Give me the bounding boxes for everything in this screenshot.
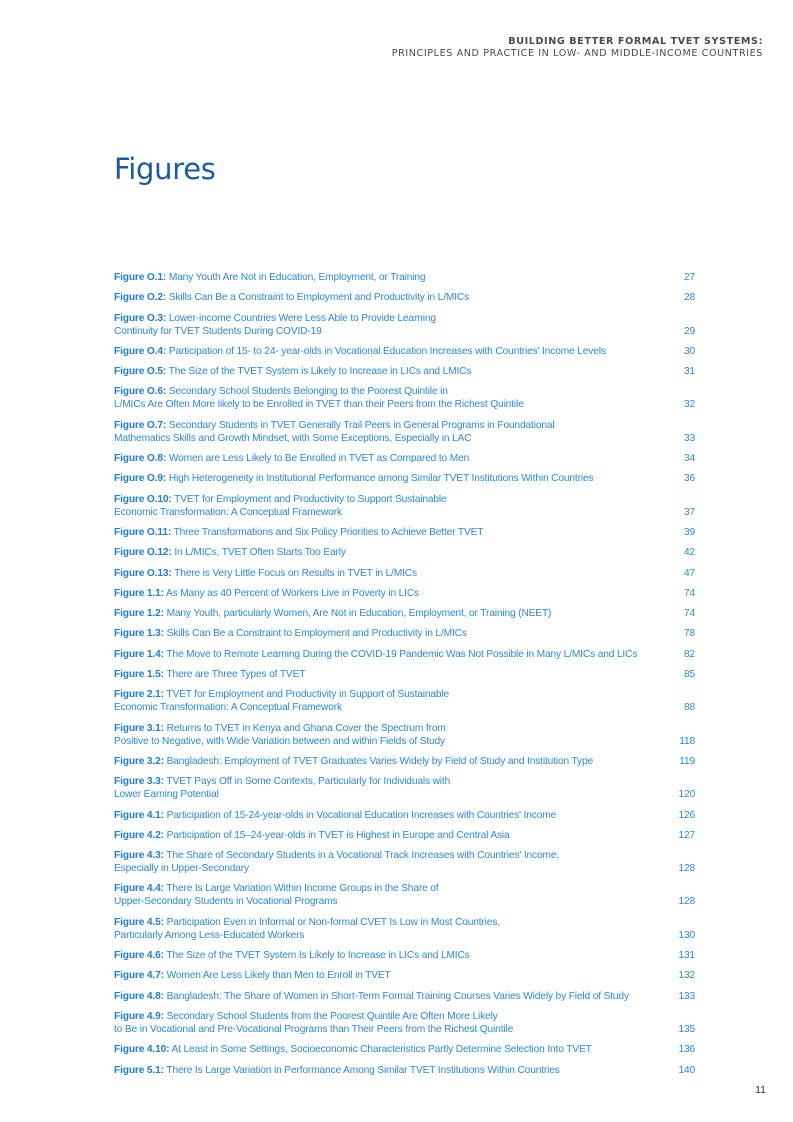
- figure-page-number: 31: [683, 366, 695, 378]
- figure-entry[interactable]: [114, 472, 695, 485]
- figure-entry-text: [114, 1010, 513, 1036]
- figure-title: Participation of 15- to 24- year-olds in Vocational Education Increases with Countries' Income Levels: [168, 345, 606, 357]
- figure-entry-text: [114, 949, 470, 962]
- page-title: Figures: [114, 152, 216, 186]
- figure-entry-text: [114, 452, 469, 465]
- figure-title: TVET for Employment and Productivity in Support of Sustainable Economic Transformation: A Conceptual Framework: [114, 689, 450, 714]
- figure-entry[interactable]: [114, 385, 695, 411]
- figure-entry[interactable]: [114, 312, 695, 338]
- figure-entry-text: [114, 688, 449, 714]
- figures-list: [114, 271, 695, 1084]
- figure-entry-text: [114, 385, 524, 411]
- figure-page-number: 140: [678, 1064, 695, 1076]
- figure-entry-text: [114, 1043, 592, 1056]
- figure-label: Figure 4.6:: [114, 950, 164, 962]
- figure-title: Secondary School Students Belonging to the Poorest Quintile in L/MICs Are Often More likely to be Enrolled in TVET than their Peers from the Richest Quintile: [114, 386, 524, 411]
- figure-label: Figure O.1:: [114, 272, 167, 283]
- running-header-title: BUILDING BETTER FORMAL TVET SYSTEMS:: [508, 36, 763, 47]
- figure-entry[interactable]: [114, 567, 695, 580]
- figure-entry[interactable]: [114, 849, 695, 875]
- figure-title: The Share of Secondary Students in a Vocational Track Increases with Countries' Income, Especially in Upper-Secondary: [114, 850, 560, 875]
- figure-title: Many Youth Are Not in Education, Employment, or Training: [168, 272, 426, 283]
- figure-title: Participation of 15–24-year-olds in TVET is Highest in Europe and Central Asia: [166, 829, 510, 841]
- figure-entry[interactable]: [114, 668, 695, 681]
- figure-entry-text: [114, 587, 419, 600]
- figure-label: Figure 1.4:: [114, 648, 164, 660]
- figure-title: Participation of 15-24-year-olds in Vocational Education Increases with Countries' Income: [166, 809, 557, 821]
- figure-label: Figure 3.2:: [114, 755, 164, 767]
- figure-entry-text: [114, 312, 436, 338]
- figure-entry[interactable]: [114, 607, 695, 620]
- figure-page-number: 128: [678, 896, 695, 908]
- figure-label: Figure O.10:: [114, 493, 172, 505]
- figure-title: Participation Even in Informal or Non-formal CVET Is Low in Most Countries, Particularly Among Less-Educated Workers: [114, 916, 500, 941]
- figure-entry-text: [114, 365, 471, 378]
- figure-entry[interactable]: [114, 419, 695, 445]
- figure-page-number: 34: [683, 453, 695, 465]
- figure-page-number: 32: [683, 399, 695, 411]
- figure-label: Figure O.3:: [114, 312, 167, 324]
- figure-title: Skills Can Be a Constraint to Employment and Productivity in L/MICs: [168, 292, 470, 304]
- figure-title: Secondary Students in TVET Generally Trail Peers in General Programs in Foundational Mathematics Skills and Growth Mindset, with Some Exceptions, Especially in LAC: [114, 419, 555, 444]
- figure-title: Returns to TVET in Kenya and Ghana Cover the Spectrum from Positive to Negative, with Wide Variation between and within Fields of Study: [114, 722, 446, 747]
- figure-entry[interactable]: [114, 829, 695, 842]
- figure-page-number: 136: [678, 1044, 695, 1056]
- figure-title: There are Three Types of TVET: [166, 669, 306, 681]
- figure-label: Figure O.6:: [114, 386, 167, 398]
- figure-page-number: 135: [678, 1023, 695, 1035]
- figure-label: Figure 1.5:: [114, 669, 164, 681]
- figure-entry[interactable]: [114, 526, 695, 539]
- figure-title: Women Are Less Likely than Men to Enroll in TVET: [166, 970, 391, 982]
- figure-label: Figure O.11:: [114, 526, 172, 538]
- figure-entry-text: [114, 607, 551, 620]
- figure-title: Many Youth, particularly Women, Are Not in Education, Employment, or Training (NEET): [166, 608, 552, 620]
- figure-title: Three Transformations and Six Policy Priorities to Achieve Better TVET: [173, 526, 484, 538]
- figure-page-number: 82: [683, 648, 695, 660]
- figure-page-number: 131: [678, 950, 695, 962]
- figure-page-number: 126: [678, 809, 695, 821]
- figure-title: Lower-income Countries Were Less Able to Provide Learning Continuity for TVET Students During COVID-19: [114, 312, 436, 337]
- figure-page-number: 39: [683, 526, 695, 538]
- figure-page-number: 120: [678, 789, 695, 801]
- figure-entry[interactable]: [114, 809, 695, 822]
- figure-entry[interactable]: [114, 916, 695, 942]
- figure-page-number: 78: [683, 628, 695, 640]
- figure-page-number: 85: [683, 669, 695, 681]
- figure-label: Figure 1.2:: [114, 608, 164, 620]
- figure-entry-text: [114, 916, 500, 942]
- figure-entry-text: [114, 829, 510, 842]
- figure-title: The Move to Remote Learning During the COVID-19 Pandemic Was Not Possible in Many L/MICs and LICs: [166, 648, 638, 660]
- figure-page-number: 88: [683, 702, 695, 714]
- figure-entry-text: [114, 668, 305, 681]
- figure-title: Skills Can Be a Constraint to Employment and Productivity in L/MICs: [166, 628, 467, 640]
- figure-label: Figure 1.1:: [114, 587, 164, 599]
- figure-page-number: 29: [683, 325, 695, 337]
- figure-page-number: 30: [683, 345, 695, 357]
- figure-page-number: 74: [683, 587, 695, 599]
- figure-entry[interactable]: [114, 587, 695, 600]
- figure-entry[interactable]: [114, 271, 695, 284]
- figure-label: Figure 4.4:: [114, 883, 164, 895]
- figure-label: Figure 4.8:: [114, 990, 164, 1002]
- figure-entry-text: [114, 775, 450, 801]
- figure-entry[interactable]: [114, 775, 695, 801]
- figure-entry-text: [114, 345, 606, 358]
- figure-entry-text: [114, 722, 446, 748]
- figure-entry-text: [114, 493, 447, 519]
- figure-title: The Size of the TVET System is Likely to Increase in LICs and LMICs: [168, 366, 472, 378]
- figure-label: Figure O.13:: [114, 567, 172, 579]
- figure-label: Figure O.12:: [114, 547, 172, 559]
- figure-label: Figure 4.10:: [114, 1044, 170, 1056]
- figure-page-number: 128: [678, 863, 695, 875]
- figure-entry[interactable]: [114, 1064, 695, 1077]
- running-header-subtitle: PRINCIPLES AND PRACTICE IN LOW- AND MIDDLE-INCOME COUNTRIES: [391, 48, 763, 59]
- figure-title: High Heterogeneity in Institutional Performance among Similar TVET Institutions Within Countries: [168, 473, 594, 485]
- figure-entry[interactable]: [114, 365, 695, 378]
- figure-page-number: 127: [678, 829, 695, 841]
- figure-label: Figure O.5:: [114, 366, 167, 378]
- figure-page-number: 36: [683, 473, 695, 485]
- figure-title: There Is Large Variation Within Income Groups in the Share of Upper-Secondary Students in Vocational Programs: [114, 883, 439, 908]
- figure-entry[interactable]: [114, 755, 695, 768]
- figure-entry[interactable]: [114, 493, 695, 519]
- figure-label: Figure 4.3:: [114, 850, 164, 862]
- figure-label: Figure 4.5:: [114, 916, 164, 928]
- figure-entry[interactable]: [114, 722, 695, 748]
- figure-label: Figure 4.9:: [114, 1010, 164, 1022]
- figure-entry[interactable]: [114, 882, 695, 908]
- figure-label: Figure 2.1:: [114, 689, 164, 701]
- figure-entry-text: [114, 849, 559, 875]
- figure-entry[interactable]: [114, 546, 695, 559]
- figure-label: Figure 1.3:: [114, 628, 164, 640]
- figure-entry[interactable]: [114, 688, 695, 714]
- figure-title: There is Very Little Focus on Results in TVET in L/MICs: [174, 567, 417, 579]
- figure-entry[interactable]: [114, 291, 695, 304]
- figure-entry-text: [114, 271, 425, 284]
- figure-label: Figure O.9:: [114, 473, 167, 485]
- figure-entry[interactable]: [114, 949, 695, 962]
- figure-page-number: 119: [679, 755, 695, 767]
- figure-label: Figure 5.1:: [114, 1064, 164, 1076]
- figure-page-number: 132: [678, 970, 695, 982]
- figure-label: Figure O.2:: [114, 292, 167, 304]
- figure-title: As Many as 40 Percent of Workers Live in Poverty in LICs: [166, 587, 419, 599]
- figure-entry-text: [114, 627, 467, 640]
- figure-page-number: 118: [679, 735, 695, 747]
- figure-entry-text: [114, 755, 593, 768]
- figure-page-number: 130: [678, 929, 695, 941]
- figure-entry-text: [114, 472, 593, 485]
- figure-page-number: 33: [683, 432, 695, 444]
- figure-entry[interactable]: [114, 1043, 695, 1056]
- figure-entry[interactable]: [114, 345, 695, 358]
- figure-entry[interactable]: [114, 648, 695, 661]
- figure-label: Figure 3.3:: [114, 776, 164, 788]
- figure-page-number: 133: [678, 990, 695, 1002]
- figure-label: Figure O.8:: [114, 453, 167, 465]
- figure-page-number: 47: [683, 567, 695, 579]
- figure-title: Women are Less Likely to Be Enrolled in TVET as Compared to Men: [168, 453, 470, 465]
- figure-title: The Size of the TVET System Is Likely to Increase in LICs and LMICs: [166, 950, 470, 962]
- figure-entry-text: [114, 291, 469, 304]
- figure-label: Figure O.7:: [114, 419, 167, 431]
- figure-entry-text: [114, 567, 417, 580]
- figure-title: TVET Pays Off in Some Contexts, Particularly for Individuals with Lower Earning Potential: [114, 776, 451, 801]
- figure-title: At Least in Some Settings, Socioeconomic Characteristics Partly Determine Selection Into TVET: [171, 1044, 592, 1056]
- figure-page-number: 37: [683, 506, 695, 518]
- figure-title: In L/MICs, TVET Often Starts Too Early: [174, 547, 346, 559]
- figure-entry-text: [114, 419, 555, 445]
- figure-label: Figure 4.2:: [114, 829, 164, 841]
- page-number: 11: [755, 1084, 766, 1096]
- figure-entry-text: [114, 648, 637, 661]
- figure-entry-text: [114, 809, 556, 822]
- figure-title: Secondary School Students from the Poorest Quintile Are Often More Likely to Be in Vocational and Pre-Vocational Programs than Their Peers from the Richest Quintile: [114, 1010, 514, 1035]
- figure-entry-text: [114, 546, 346, 559]
- figure-page-number: 42: [683, 547, 695, 559]
- figure-entry-text: [114, 969, 391, 982]
- figure-label: Figure 4.1:: [114, 809, 164, 821]
- figure-title: Bangladesh: The Share of Women in Short-Term Formal Training Courses Varies Widely by Field of Study: [166, 990, 629, 1002]
- figure-title: Bangladesh: Employment of TVET Graduates Varies Widely by Field of Study and Institution Type: [166, 755, 593, 767]
- figure-entry[interactable]: [114, 627, 695, 640]
- figure-entry[interactable]: [114, 452, 695, 465]
- figure-page-number: 27: [683, 272, 695, 283]
- figure-title: TVET for Employment and Productivity to Support Sustainable Economic Transformation: A Conceptual Framework: [114, 493, 447, 518]
- figure-entry-text: [114, 1064, 560, 1077]
- running-header: [392, 36, 763, 60]
- figure-title: There Is Large Variation in Performance Among Similar TVET Institutions Within Countries: [166, 1064, 560, 1076]
- figure-page-number: 74: [683, 608, 695, 620]
- figure-entry[interactable]: [114, 1010, 695, 1036]
- figure-entry-text: [114, 526, 483, 539]
- figure-entry-text: [114, 882, 438, 908]
- figure-entry[interactable]: [114, 969, 695, 982]
- figure-label: Figure 3.1:: [114, 722, 164, 734]
- figure-entry-text: [114, 990, 629, 1003]
- figure-page-number: 28: [683, 292, 695, 304]
- figure-label: Figure O.4:: [114, 345, 167, 357]
- figure-entry[interactable]: [114, 990, 695, 1003]
- figure-label: Figure 4.7:: [114, 970, 164, 982]
